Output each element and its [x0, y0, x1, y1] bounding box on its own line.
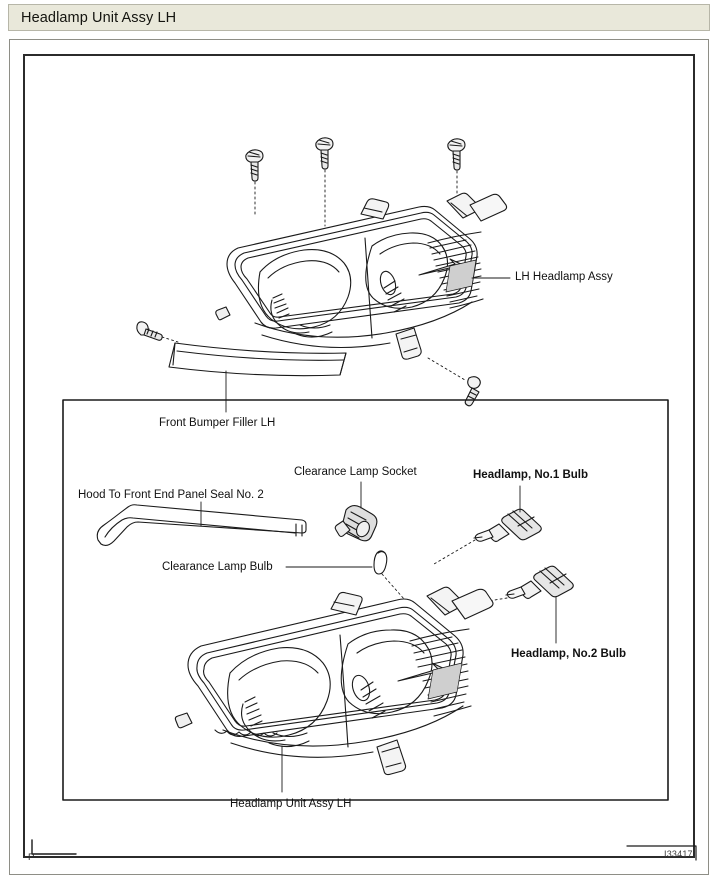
headlamp-no1-bulb-drawing: [474, 509, 541, 541]
lh-headlamp-assembly-drawing: [216, 193, 507, 359]
exploded-view-illustration: [10, 40, 710, 876]
label-front-bumper-filler-lh: Front Bumper Filler LH: [159, 417, 276, 429]
label-hood-to-front-end-panel-seal-no2: Hood To Front End Panel Seal No. 2: [78, 489, 264, 501]
bumper-filler-screw-right: [465, 377, 480, 406]
label-clearance-lamp-socket: Clearance Lamp Socket: [294, 466, 417, 478]
front-bumper-filler-drawing: [169, 343, 346, 376]
mounting-screw-1: [246, 150, 263, 181]
bumper-filler-screw-left: [137, 322, 162, 340]
page-corner-marker: P: [28, 852, 35, 863]
clearance-lamp-bulb-drawing: [374, 551, 387, 574]
mounting-screw-3: [448, 139, 465, 170]
lower-detail-panel: [63, 400, 668, 800]
label-clearance-lamp-bulb: Clearance Lamp Bulb: [162, 561, 273, 573]
page-header-bar: [8, 4, 710, 31]
label-headlamp-no1-bulb: Headlamp, No.1 Bulb: [473, 469, 589, 481]
headlamp-no2-bulb-drawing: [506, 566, 573, 598]
hood-to-front-end-panel-seal-drawing: [97, 505, 306, 546]
figure-frame: [9, 39, 709, 875]
label-headlamp-no2-bulb: Headlamp, No.2 Bulb: [511, 648, 627, 660]
clearance-lamp-socket-drawing: [335, 506, 377, 541]
mounting-screw-2: [316, 138, 333, 169]
headlamp-unit-assy-lh-drawing: [175, 587, 493, 774]
page-title: Headlamp Unit Assy LH: [21, 9, 177, 26]
label-lh-headlamp-assy: LH Headlamp Assy: [515, 271, 613, 283]
figure-id-number: I33417: [664, 849, 693, 859]
label-headlamp-unit-assy-lh: Headlamp Unit Assy LH: [230, 798, 352, 810]
